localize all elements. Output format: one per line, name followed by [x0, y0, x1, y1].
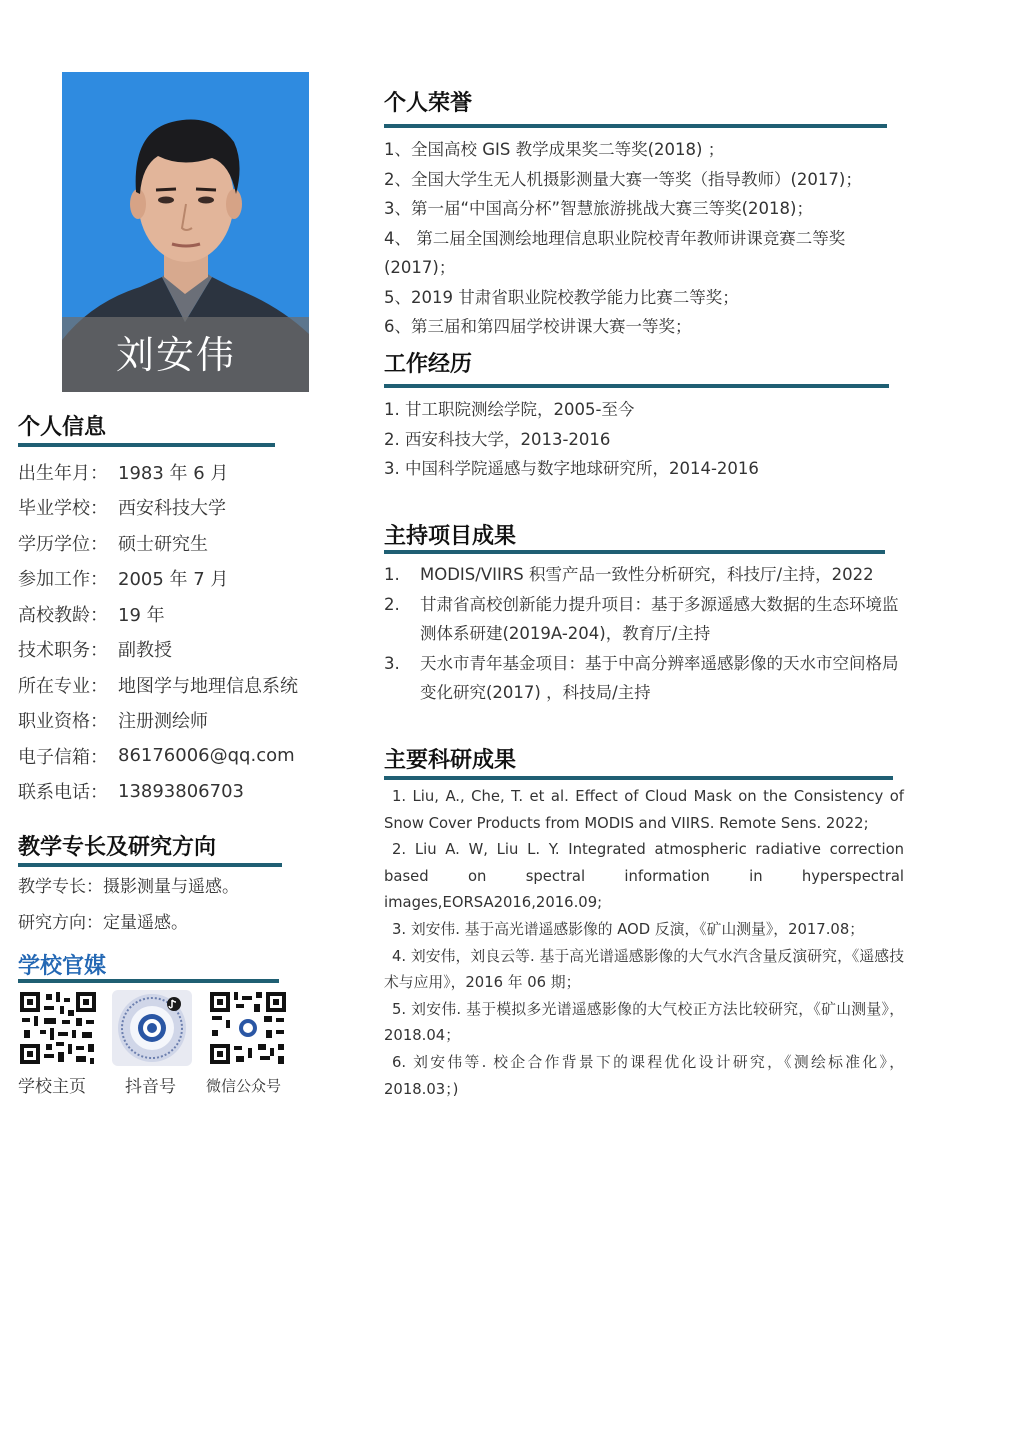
research-heading: 主要科研成果 [384, 748, 517, 773]
project-number: 3. [384, 653, 400, 673]
info-value: 19 年 [118, 604, 165, 626]
media-rule [18, 979, 279, 983]
teaching-heading: 教学专长及研究方向 [18, 835, 217, 860]
info-label: 所在专业： [18, 675, 108, 697]
teaching-list [18, 874, 239, 946]
work-list [384, 395, 904, 484]
research-item: 6. 刘安伟等. 校企合作背景下的课程优化设计研究，《测绘标准化》，2018.03；) [384, 1053, 904, 1098]
info-label: 出生年月： [18, 462, 108, 484]
info-label: 参加工作： [18, 569, 108, 591]
info-label: 高校教龄： [18, 604, 108, 626]
projects-list [384, 560, 904, 708]
honor-item: 6、第三届和第四届学校讲课大赛一等奖； [384, 317, 692, 336]
info-row-title [18, 632, 338, 668]
info-label: 职业资格： [18, 711, 108, 733]
school-homepage-qr-icon[interactable] [18, 990, 98, 1066]
project-item [384, 560, 904, 590]
project-text: 甘肃省高校创新能力提升项目：基于多源遥感大数据的生态环境监测体系研建(2019A-204)，教育厅/主持 [420, 594, 899, 643]
research-item: 3. 刘安伟. 基于高光谱遥感影像的 AOD 反演，《矿山测量》，2017.08； [392, 920, 865, 938]
honor-item: 5、2019 甘肃省职业院校教学能力比赛二等奖； [384, 287, 739, 307]
info-label: 联系电话： [18, 782, 108, 804]
work-item: 3. 中国科学院遥感与数字地球研究所，2014-2016 [384, 459, 759, 478]
info-label: 电子信箱： [18, 746, 108, 768]
info-row-major [18, 667, 338, 703]
honors-heading: 个人荣誉 [384, 91, 473, 116]
project-number: 2. [384, 594, 400, 614]
info-row-degree [18, 525, 338, 561]
info-row-work-start [18, 561, 338, 597]
info-value: 硕士研究生 [118, 533, 208, 555]
research-item: 1. Liu, A., Che, T. et al. Effect of Cloud Mask on the Consistency of Snow Cover Products from MODIS and VIIRS. Remote Sens. 2022; [384, 788, 904, 832]
info-value: 西安科技大学 [118, 498, 226, 520]
project-item [384, 590, 904, 649]
info-value: 副教授 [118, 640, 172, 662]
school-homepage-label: 学校主页 [18, 1077, 86, 1097]
teaching-expertise: 教学专长：摄影测量与遥感。 [18, 877, 239, 897]
work-heading: 工作经历 [384, 352, 473, 377]
info-row-birth [18, 454, 338, 490]
research-direction: 研究方向：定量遥感。 [18, 913, 188, 933]
work-item: 1. 甘工职院测绘学院，2005-至今 [384, 400, 635, 419]
work-rule [384, 384, 889, 388]
research-item: 2. Liu A. W, Liu L. Y. Integrated atmospheric radiative correction based on spectral information in hyperspectral images,EORSA2016,2016.09; [384, 841, 904, 912]
profile-photo [62, 72, 309, 392]
personal-info-rule [18, 443, 275, 447]
media-heading: 学校官媒 [18, 954, 107, 979]
info-row-email [18, 738, 338, 774]
info-row-phone [18, 774, 338, 810]
info-row-teaching-years [18, 596, 338, 632]
personal-info-heading: 个人信息 [18, 415, 107, 440]
info-value: 2005 年 7 月 [118, 569, 229, 591]
honor-item: 3、第一届“中国高分杯”智慧旅游挑战大赛三等奖(2018)； [384, 199, 813, 218]
honor-item: 2、全国大学生无人机摄影测量大赛一等奖（指导教师）(2017)； [384, 169, 862, 189]
wechat-label: 微信公众号 [206, 1077, 282, 1095]
projects-rule [384, 550, 885, 554]
douyin-label: 抖音号 [125, 1077, 176, 1097]
info-label: 学历学位： [18, 533, 108, 555]
info-value: 地图学与地理信息系统 [118, 675, 298, 697]
projects-heading: 主持项目成果 [384, 524, 517, 549]
info-row-school [18, 490, 338, 526]
info-row-qualification [18, 703, 338, 739]
project-text: MODIS/VIIRS 积雪产品一致性分析研究，科技厅/主持，2022 [420, 565, 874, 584]
research-list [384, 784, 904, 1103]
research-rule [384, 776, 893, 780]
project-item [384, 649, 904, 708]
douyin-code-icon[interactable] [112, 990, 192, 1066]
teaching-rule [18, 863, 282, 867]
research-item: 4. 刘安伟，刘良云等. 基于高光谱遥感影像的大气水汽含量反演研究，《遥感技术与应用》，2016 年 06 期； [384, 947, 904, 992]
info-value: 注册测绘师 [118, 711, 208, 733]
research-item: 5. 刘安伟. 基于模拟多光谱遥感影像的大气校正方法比较研究，《矿山测量》，2018.04； [384, 1000, 904, 1045]
wechat-qr-icon[interactable] [208, 990, 288, 1066]
project-text: 天水市青年基金项目：基于中高分辨率遥感影像的天水市空间格局变化研究(2017) ，科技局/主持 [420, 653, 899, 702]
phone-value[interactable]: 13893806703 [118, 780, 244, 802]
honor-item-continued: (2017)； [384, 258, 456, 277]
project-number: 1. [384, 565, 400, 584]
honor-item: 1、全国高校 GIS 教学成果奖二等奖(2018) ； [384, 140, 725, 159]
honor-item: 4、 第二届全国测绘地理信息职业院校青年教师讲课竞赛二等奖 [384, 228, 846, 248]
honors-list [384, 135, 904, 342]
work-item: 2. 西安科技大学，2013-2016 [384, 429, 611, 449]
profile-name: 刘安伟 [115, 333, 236, 377]
honors-rule [384, 124, 887, 128]
info-label: 毕业学校： [18, 498, 108, 520]
email-value[interactable]: 86176006@qq.com [118, 745, 295, 767]
info-value: 1983 年 6 月 [118, 462, 229, 484]
personal-info-list [18, 454, 338, 809]
info-label: 技术职务： [18, 640, 108, 662]
